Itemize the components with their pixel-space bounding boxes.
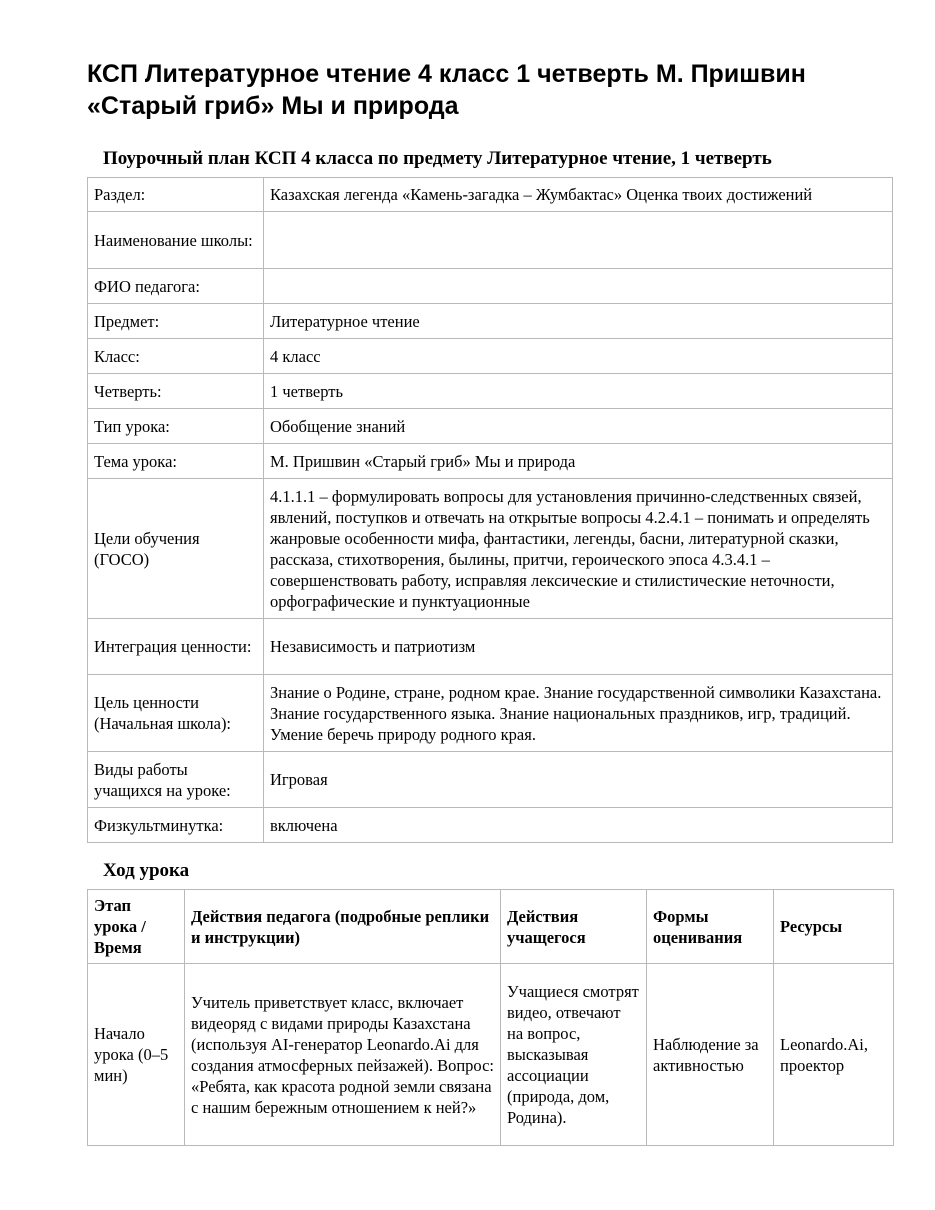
lesson-stage-cell: Начало урока (0–5 мин) bbox=[88, 964, 185, 1146]
info-value: включена bbox=[264, 808, 893, 843]
info-label: Тип урока: bbox=[88, 409, 264, 444]
info-value: Обобщение знаний bbox=[264, 409, 893, 444]
info-label: Цели обучения (ГОСО) bbox=[88, 479, 264, 619]
info-label: Раздел: bbox=[88, 178, 264, 212]
plan-heading: Поурочный план КСП 4 класса по предмету Литературное чтение, 1 четверть bbox=[103, 148, 772, 169]
info-label: ФИО педагога: bbox=[88, 269, 264, 304]
document-page bbox=[87, 58, 893, 1146]
info-value: Литературное чтение bbox=[264, 304, 893, 339]
lesson-table bbox=[87, 889, 894, 1146]
info-value: Независимость и патриотизм bbox=[264, 619, 893, 675]
info-row bbox=[88, 339, 893, 374]
info-value bbox=[264, 269, 893, 304]
info-row bbox=[88, 269, 893, 304]
resources-cell: Leonardo.Ai, проектор bbox=[774, 964, 894, 1146]
info-row bbox=[88, 808, 893, 843]
info-row bbox=[88, 178, 893, 212]
info-table bbox=[87, 177, 893, 843]
info-label: Класс: bbox=[88, 339, 264, 374]
info-label: Тема урока: bbox=[88, 444, 264, 479]
teacher-actions-cell: Учитель приветствует класс, включает видеоряд с видами природы Казахстана (используя AI-генератор Leonardo.Ai для создания атмосферных пейзажей). Вопрос: «Ребята, как красота родной земли связана с нашим бережным отношением к ней?» bbox=[185, 964, 501, 1146]
student-actions-cell: Учащиеся смотрят видео, отвечают на вопрос, высказывая ассоциации (природа, дом, Родина). bbox=[501, 964, 647, 1146]
info-value: 4.1.1.1 – формулировать вопросы для установления причинно-следственных связей, явлений, поступков и отвечать на открытые вопросы 4.2.4.1 – понимать и определять жанровые особенности мифа, фантастики, легенды, басни, литературной сказки, рассказа, стихотворения, былины, притчи, героического эпоса 4.3.4.1 – совершенствовать работу, исправляя лексические и стилистические неточности, орфографические и пунктуационные bbox=[264, 479, 893, 619]
info-value: Знание о Родине, стране, родном крае. Знание государственной символики Казахстана. Знание государственного языка. Знание национальных праздников, игр, традиций. Умение беречь природу родного края. bbox=[264, 675, 893, 752]
info-value: Казахская легенда «Камень-загадка – Жумбактас» Оценка твоих достижений bbox=[264, 178, 893, 212]
lesson-row bbox=[88, 964, 894, 1146]
info-value: М. Пришвин «Старый гриб» Мы и природа bbox=[264, 444, 893, 479]
header-resources: Ресурсы bbox=[774, 890, 894, 964]
document-title: КСП Литературное чтение 4 класс 1 четверть М. Пришвин «Старый гриб» Мы и природа bbox=[87, 60, 806, 120]
info-row bbox=[88, 752, 893, 808]
lesson-header-row bbox=[88, 890, 894, 964]
info-label: Четверть: bbox=[88, 374, 264, 409]
assessment-cell: Наблюдение за активностью bbox=[647, 964, 774, 1146]
info-row bbox=[88, 212, 893, 269]
info-label: Наименование школы: bbox=[88, 212, 264, 269]
header-assessment: Формы оценивания bbox=[647, 890, 774, 964]
info-row bbox=[88, 409, 893, 444]
info-row bbox=[88, 675, 893, 752]
info-value: Игровая bbox=[264, 752, 893, 808]
info-value: 1 четверть bbox=[264, 374, 893, 409]
info-value bbox=[264, 212, 893, 269]
info-row bbox=[88, 304, 893, 339]
info-label: Виды работы учащихся на уроке: bbox=[88, 752, 264, 808]
header-student-actions: Действия учащегося bbox=[501, 890, 647, 964]
info-row bbox=[88, 479, 893, 619]
info-label: Интеграция ценности: bbox=[88, 619, 264, 675]
info-row bbox=[88, 444, 893, 479]
lesson-heading: Ход урока bbox=[103, 860, 190, 881]
info-label: Предмет: bbox=[88, 304, 264, 339]
header-stage: Этап урока / Время bbox=[88, 890, 185, 964]
info-label: Физкультминутка: bbox=[88, 808, 264, 843]
header-teacher-actions: Действия педагога (подробные реплики и инструкции) bbox=[185, 890, 501, 964]
info-row bbox=[88, 374, 893, 409]
info-value: 4 класс bbox=[264, 339, 893, 374]
info-row bbox=[88, 619, 893, 675]
info-label: Цель ценности (Начальная школа): bbox=[88, 675, 264, 752]
